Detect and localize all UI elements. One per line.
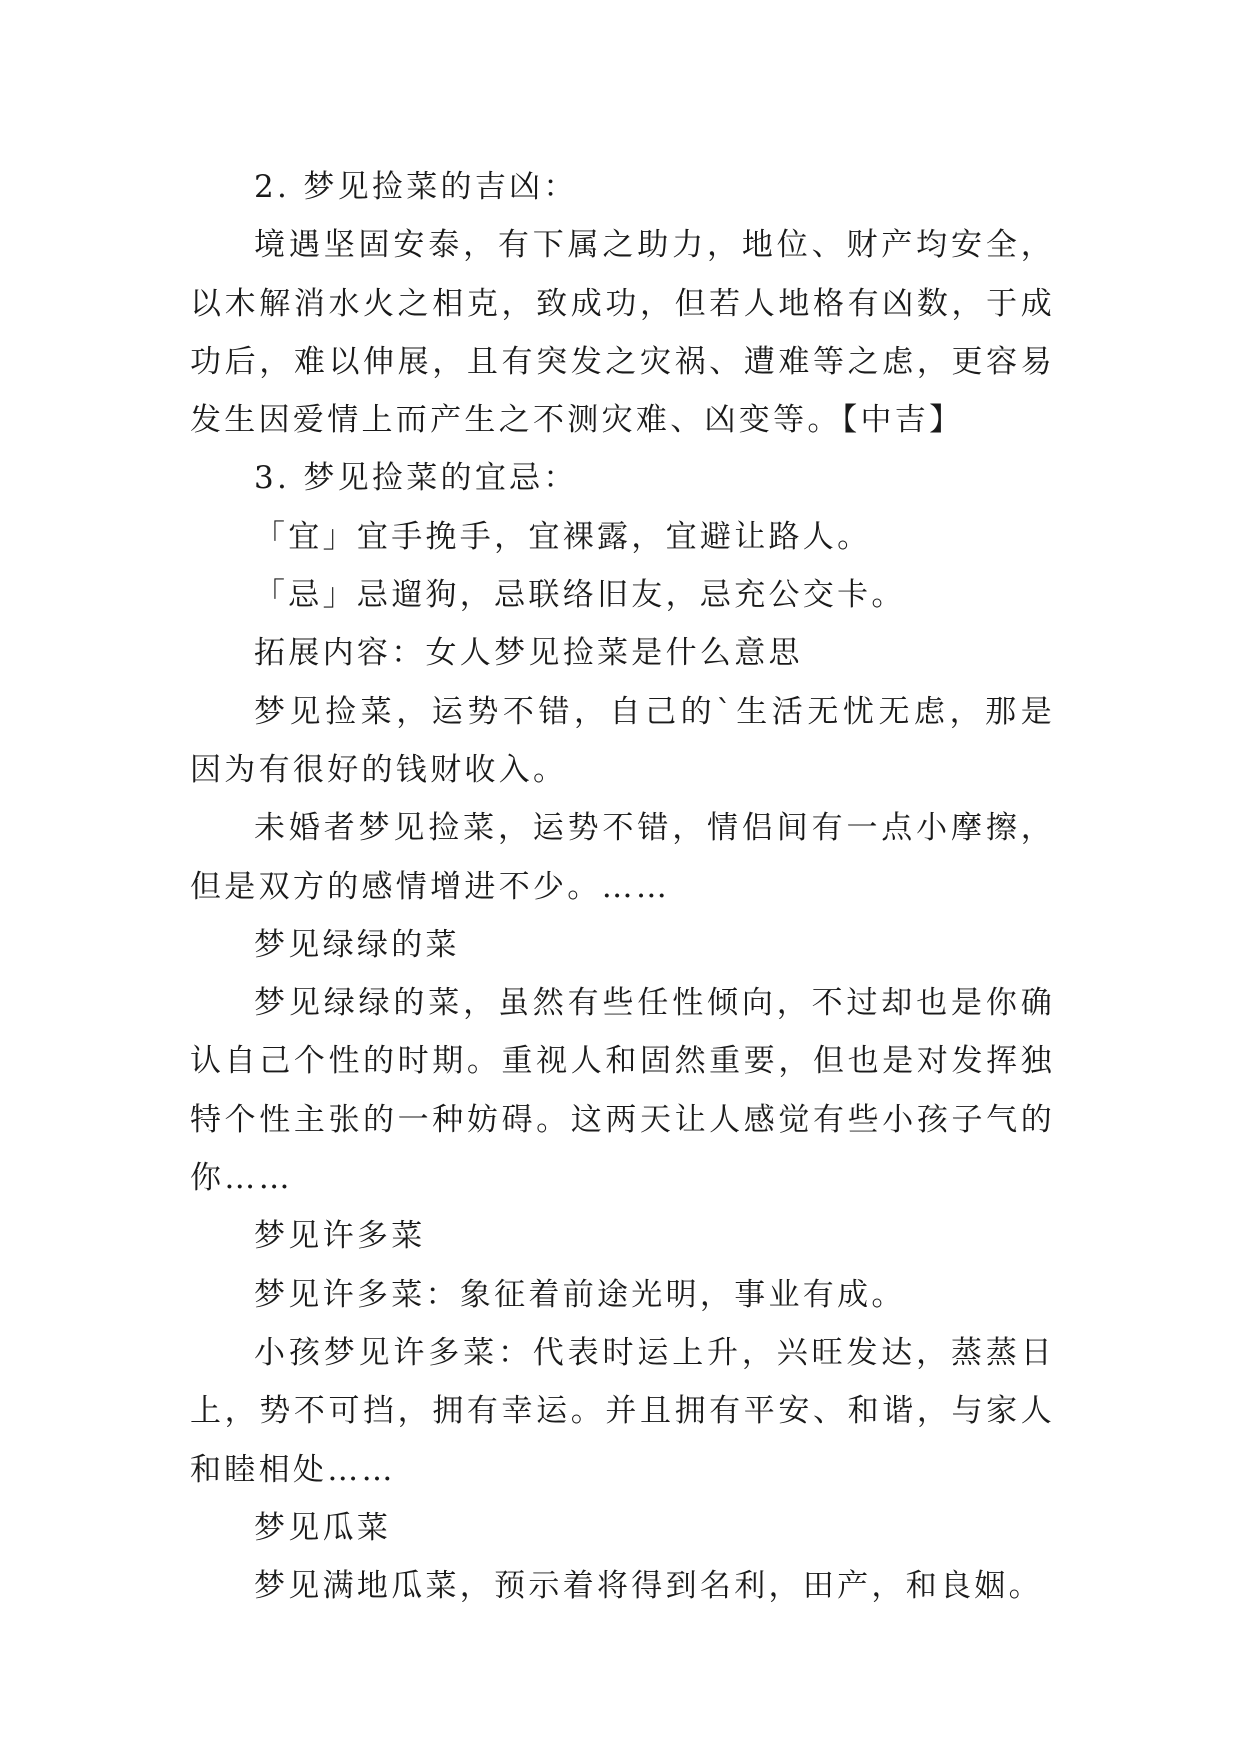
section-heading-dos-donts: 3. 梦见捡菜的宜忌： — [254, 460, 578, 497]
paragraph-green-vegetables: 梦见绿绿的菜，虽然有些任性倾向，不过却也是你确认自己个性的时期。重视人和固然重要，但也是对发挥独特个性主张的一种妨碍。这两天让人感觉有些小孩子气的你…… — [190, 985, 1055, 1197]
document-body — [190, 158, 1055, 1615]
section-heading-fortune: 2. 梦见捡菜的吉凶： — [254, 169, 578, 205]
subheading-melons-vegetables: 梦见瓜菜 — [254, 1509, 392, 1546]
paragraph-extended-2: 未婚者梦见捡菜，运势不错，情侣间有一点小摩擦，但是双方的感情增进不少。…… — [190, 810, 1055, 905]
paragraph-melons-vegetables: 梦见满地瓜菜，预示着将得到名利，田产，和良姻。 — [254, 1568, 1043, 1605]
paragraph-donts: 「忌」忌遛狗，忌联络旧友，忌充公交卡。 — [254, 577, 906, 614]
paragraph-extended-1: 梦见捡菜，运势不错，自己的`生活无忧无虑，那是因为有很好的钱财收入。 — [190, 693, 1055, 788]
paragraph-fortune-description: 境遇坚固安泰，有下属之助力，地位、财产均安全，以木解消水火之相克，致成功，但若人地格有凶数，于成功后，难以伸展，且有突发之灾祸、遭难等之虑，更容易发生因爱情上而产生之不测灾难、凶变等。【中吉】 — [190, 227, 1055, 439]
section-heading-extended-content: 拓展内容：女人梦见捡菜是什么意思 — [254, 635, 803, 672]
paragraph-many-vegetables: 梦见许多菜：象征着前途光明，事业有成。 — [254, 1276, 906, 1313]
paragraph-child-many-vegetables: 小孩梦见许多菜：代表时运上升，兴旺发达，蒸蒸日上，势不可挡，拥有幸运。并且拥有平安、和谐，与家人和睦相处…… — [190, 1334, 1055, 1488]
paragraph-dos: 「宜」宜手挽手，宜裸露，宜避让路人。 — [254, 518, 872, 555]
subheading-many-vegetables: 梦见许多菜 — [254, 1218, 426, 1255]
subheading-green-vegetables: 梦见绿绿的菜 — [254, 926, 460, 963]
